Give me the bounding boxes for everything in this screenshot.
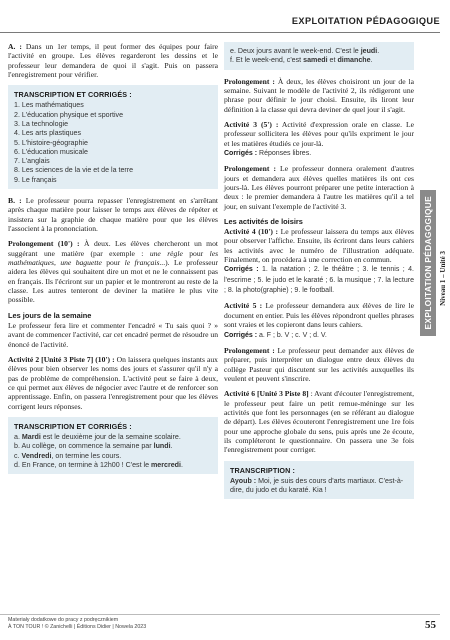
transcription-box-continued: [224, 42, 414, 70]
list-item: 2. L'éducation physique et sportive: [14, 110, 124, 119]
list-item: 7. L'anglais: [14, 157, 50, 166]
header-rule: [0, 32, 440, 33]
prolongement-paragraph: Prolongement (10') : À deux. Les élèves chercheront un mot suggérant une matière (par exemple : une règle pour les mathématiques, une baguette pour le français...). Le professeur aidera les élèves qui souhaitent dire un mot et ne le connaissent pas en français. Ils l'écriront sur un papier et le montreront au reste de la classe. Les autres tenteront de deviner la matière le plus vite possible.: [8, 239, 219, 305]
box-title: TRANSCRIPTION ET CORRIGÉS :: [14, 421, 132, 431]
paragraph-b: B. : Le professeur pourra repasser l'enregistrement en s'arrêtant après chaque matière pour laisser le temps aux élèves de répéter et insistera sur la graphie de chaque matière pour que les élèves l'associent à la prononciation.: [8, 196, 218, 234]
jours-paragraph: Le professeur fera lire et commenter l'encadré « Tu sais quoi ? » avant de commencer l'activité, car cet encadré permet de résoudre un énoncé de l'activité.: [8, 320, 218, 349]
footer-line-2: À TON TOUR ! © Zanichelli | Éditions Didier | Nowela 2023: [8, 624, 147, 630]
list-item: 5. L'histoire-géographie: [14, 138, 88, 147]
section-title: EXPLOITATION PÉDAGOGIQUE: [291, 16, 440, 26]
list-item: a. Mardi est le deuxième jour de la semaine scolaire.: [14, 432, 181, 441]
activite-4-paragraph: Activité 4 (10') : Le professeur laissera du temps aux élèves pour observer l'affiche. Ensuite, ils écriront dans leurs cahiers les activités avec le numéro de l'illustration adéquate. Finalement, on procédera à une correction en commun. Corrigés : 1. la natation ; 2. le théâtre ; 3. le tennis ; 4. l'escrime ; 5. le judo et le karaté ; 6. la musique ; 7. la lecture ; 8. la photo(graphie) ; 9. le football.: [224, 227, 414, 295]
activite-3-paragraph: Activité 3 (5') : Activité d'expression orale en classe. Le professeur sollicitera les élèves pour qu'ils expriment le jour et les matières étudiés ce jour-là. Corrigés : Réponses libres.: [224, 119, 414, 157]
list-item: d. En France, on termine à 12h00 ! C'est le mercredi.: [14, 460, 183, 469]
list-item: 3. La technologie: [14, 119, 69, 128]
section-heading-jours: Les jours de la semaine: [8, 310, 92, 320]
prolongement-paragraph: Prolongement : Le professeur donnera oralement d'autres jours et demandera aux élèves quelles matières ils ont ces jours-là. Les élèves pourront préparer une petite interaction à deux : le premier demandera à l'autre les matières qu'il a tel jour, en suivant l'exemple de l'activité 3.: [224, 164, 414, 211]
list-item: 4. Les arts plastiques: [14, 129, 82, 138]
activite-2-paragraph: Activité 2 [Unité 3 Piste 7] (10') : On laissera quelques instants aux élèves pour bien observer les noms des jours et s'assurer qu'il n'y a pas de problème de compréhension. L'activité peut se faire à deux, ce qui permet aux élèves de négocier avec l'autre et de renforcer son apprentissage. Enfin, on passera l'enregistrement pour que les élèves corrigent leurs réponses.: [8, 354, 218, 411]
activite-5-paragraph: Activité 5 : Le professeur demandera aux élèves de lire le document en entier. Puis les élèves répondront quelles phrases sont vraies et les copieront dans leurs cahiers. Corrigés : a. F ; b. V ; c. V ; d. V.: [224, 301, 414, 339]
page-number: 55: [425, 619, 436, 631]
transcription-box-2: [8, 417, 218, 474]
side-level-label: Niveau 1 – Unité 3: [439, 250, 447, 306]
list-item: 1. Les mathématiques: [14, 101, 84, 110]
dialogue-line: Ayoub : Moi, je suis des cours d'arts martiaux. C'est-à-dire, du judo et du karaté. Kia !: [230, 476, 404, 494]
prolongement-paragraph: Prolongement : Le professeur peut demander aux élèves de préparer, puis interpréter un dialogue entre deux élèves du collège Pasteur qui discutent sur les activités auxquelles ils veulent et peuvent s'inscrire.: [224, 345, 414, 383]
transcription-box-3: [224, 461, 414, 500]
footer-line-1: Materiały dodatkowe do pracy z podręcznikiem: [8, 617, 119, 623]
footer-rule: [0, 614, 440, 615]
list-item: c. Vendredi, on termine les cours.: [14, 451, 122, 460]
list-item: 9. Le français: [14, 175, 57, 184]
side-section-tab: EXPLOITATION PÉDAGOGIQUE: [420, 190, 436, 336]
prolongement-paragraph: Prolongement : À deux, les élèves choisiront un jour de la semaine. Suivant le modèle de l'activité 2, ils rédigeront une phrase pour définir le jour choisi. Ensuite, ils liront leur définition à la classe qui devra deviner de quel jour il s'agit.: [224, 76, 415, 114]
section-heading-loisirs: Les activités de loisirs: [224, 217, 303, 227]
right-column: [224, 42, 414, 506]
list-item: b. Au collège, on commence la semaine par lundi.: [14, 442, 173, 451]
list-item: 8. Les sciences de la vie et de la terre: [14, 166, 134, 175]
list-item: e. Deux jours avant le week-end. C'est le jeudi.: [230, 47, 380, 55]
list-item: f. Et le week-end, c'est samedi et dimanche.: [230, 56, 373, 65]
activite-6-paragraph: Activité 6 [Unité 3 Piste 8] : Avant d'écouter l'enregistrement, le professeur peut faire un petit remue-méninge sur les activités que font les personnages (en se référant au dialogue de départ). Les élèves écouteront l'enregistrement une 1re fois pour une approche globale du sens, puis après une 2e écoute, ils compléteront le questionnaire. On passera une 3e fois l'enregistrement pour corriger.: [224, 389, 414, 455]
left-column: [8, 42, 218, 481]
box-title: TRANSCRIPTION :: [230, 465, 295, 475]
list-item: 6. L'éducation musicale: [14, 147, 88, 156]
transcription-box-1: [8, 85, 218, 189]
intro-paragraph: A. : Dans un 1er temps, il peut former des équipes pour faire l'activité en groupe. Les élèves regarderont les dessins et le professeur leur demandera de quoi il s'agit. Puis on passera l'enregistrement pour vérifier.: [8, 42, 218, 80]
box-title: TRANSCRIPTION ET CORRIGÉS :: [14, 90, 132, 100]
